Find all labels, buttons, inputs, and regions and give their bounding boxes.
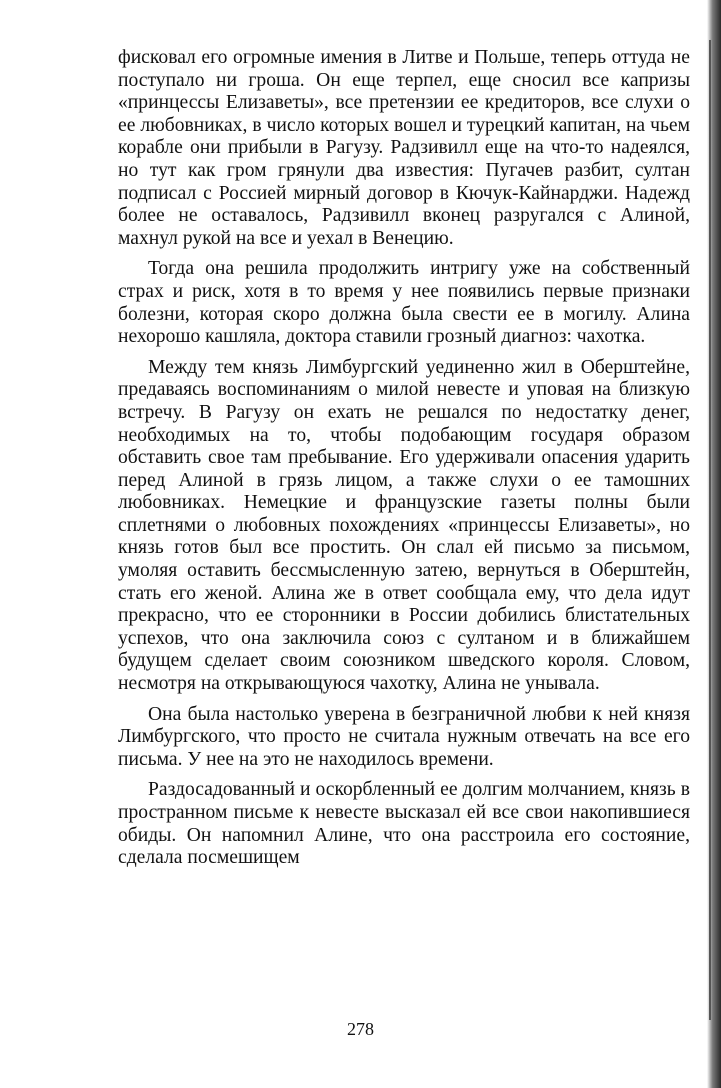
paragraph-2: Тогда она решила продолжить интригу уже на собственный страх и риск, хотя в то время у нее появились первые признаки болезни, которая скоро должна была свести ее в могилу. Алина нехорошо кашляла, доктора ставили грозный диагноз: чахотка. — [118, 258, 690, 348]
paragraph-4: Она была настолько уверена в безграничной любви к ней князя Лимбургского, что просто не считала нужным отвечать на все его письма. У нее на это не находилось времени. — [118, 703, 690, 770]
book-spine-line — [709, 40, 711, 1020]
page-number: 278 — [347, 1019, 374, 1039]
body-text — [118, 47, 690, 870]
paragraph-3: Между тем князь Лимбургский уединенно жил в Оберштейне, предаваясь воспоминаниям о милой невесте и уповая на близкую встречу. В Рагузу он ехать не решался по недостатку денег, необходимых на то, чтобы подобающим государя образом обставить свое там пребывание. Его удерживали опасения ударить перед Алиной в грязь лицом, а также слухи о ее тамошних любовниках. Немецкие и французские газеты полны были сплетнями о любовных похождениях «принцессы Елизаветы», но князь готов был все простить. Он слал ей письмо за письмом, умоляя оставить бессмысленную затею, вернуться в Оберштейн, стать его женой. Алина же в ответ сообщала ему, что дела идут прекрасно, что ее сторонники в России добились блистательных успехов, что она заключила союз с султаном и в ближайшем будущем сделает своим союзником шведского короля. Словом, несмотря на открывающуюся чахотку, Алина не унывала. — [118, 356, 690, 695]
paragraph-5: Раздосадованный и оскорбленный ее долгим молчанием, князь в пространном письме к невесте высказал ей все свои накопившиеся обиды. Он напомнил Алине, что она расстроила его состояние, сделала посмешищем — [118, 779, 690, 869]
paragraph-1: фисковал его огромные имения в Литве и Польше, теперь оттуда не поступало ни гроша. Он еще терпел, еще сносил все капризы «принцессы Елизаветы», все претензии ее кредиторов, все слухи о ее любовниках, в число которых вошел и турецкий капитан, на чьем корабле они прибыли в Рагузу. Радзивилл еще на что-то надеялся, но тут как гром грянули два известия: Пугачев разбит, султан подписал с Россией мирный договор в Кючук-Кайнарджи. Надежд более не оставалось, Радзивилл вконец разругался с Алиной, махнул рукой на все и уехал в Венецию. — [118, 47, 690, 249]
